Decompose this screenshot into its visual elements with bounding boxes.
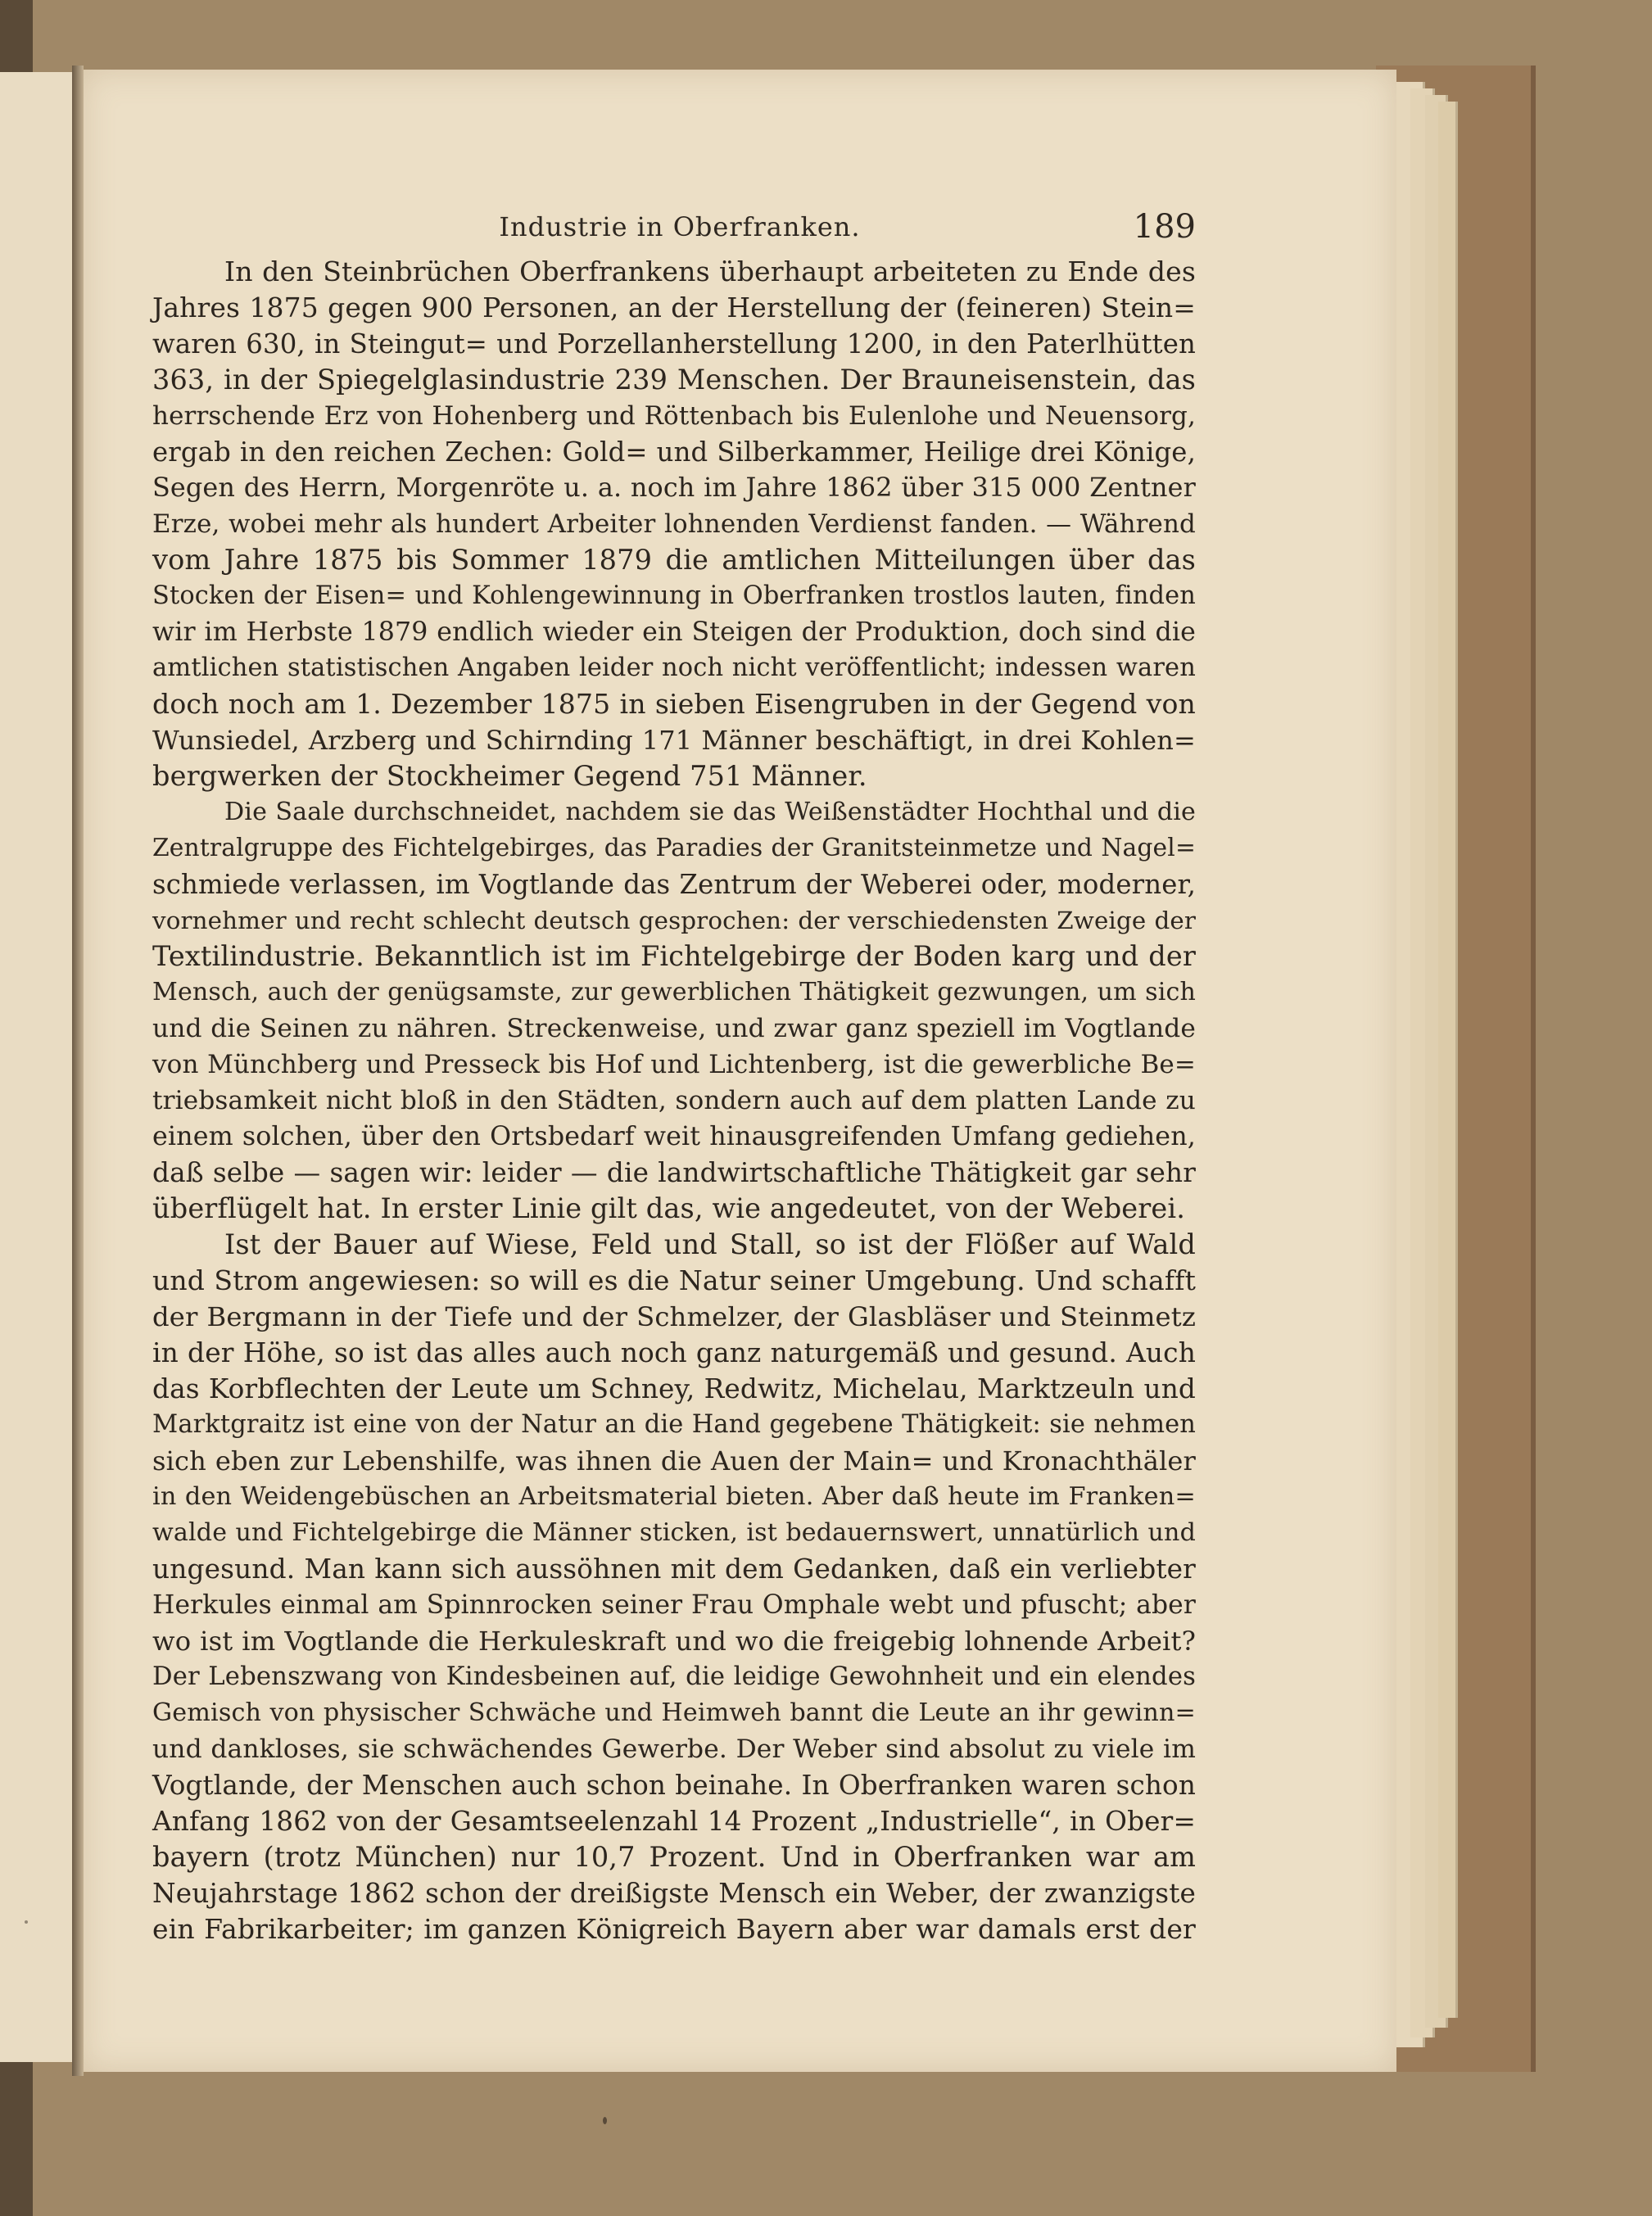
body-text <box>152 254 1196 1947</box>
text-line: Zentralgruppe des Fichtelgebirges, das Paradies der Granitsteinmetze und Nagel= <box>152 834 1196 862</box>
text-line: und Strom angewiesen: so will es die Natur seiner Umgebung. Und schafft <box>152 1264 1196 1296</box>
text-line: von Münchberg und Presseck bis Hof und Lichtenberg, ist die gewerbliche Be= <box>152 1050 1196 1079</box>
text-line: amtlichen statistischen Angaben leider noch nicht veröffentlicht; indessen waren <box>152 653 1196 682</box>
paragraph <box>152 1227 1196 1947</box>
text-line: wo ist im Vogtlande die Herkuleskraft und wo die freigebig lohnende Arbeit? <box>152 1626 1196 1657</box>
text-line: schmiede verlassen, im Vogtlande das Zentrum der Weberei oder, moderner, <box>152 869 1196 900</box>
text-line: Die Saale durchschneidet, nachdem sie das Weißenstädter Hochthal und die <box>224 798 1196 826</box>
page-gutter <box>72 66 84 2076</box>
text-line: und dankloses, sie schwächendes Gewerbe. Der Weber sind absolut zu viele im <box>152 1734 1196 1764</box>
text-line: walde und Fichtelgebirge die Männer sticken, ist bedauernswert, unnatürlich und <box>152 1518 1196 1547</box>
text-line: Gemisch von physischer Schwäche und Heimweh bannt die Leute an ihr gewinn= <box>152 1698 1196 1727</box>
text-line: 363, in der Spiegelglasindustrie 239 Menschen. Der Brauneisenstein, das <box>152 364 1196 396</box>
page-stack-layer <box>1438 102 1458 2018</box>
text-line: einem solchen, über den Ortsbedarf weit hinausgreifenden Umfang gediehen, <box>152 1122 1196 1151</box>
text-line: vornehmer und recht schlecht deutsch gesprochen: der verschiedensten Zweige der <box>152 907 1196 934</box>
text-line: Stocken der Eisen= und Kohlengewinnung in Oberfranken trostlos lauten, finden <box>152 581 1196 610</box>
text-line: Ist der Bauer auf Wiese, Feld und Stall, so ist der Flößer auf Wald <box>224 1228 1196 1260</box>
text-line: in der Höhe, so ist das alles auch noch ganz naturgemäß und gesund. Auch <box>152 1337 1196 1368</box>
text-line: Marktgraitz ist eine von der Natur an die Hand gegebene Thätigkeit: sie nehmen <box>152 1410 1196 1439</box>
text-line: ein Fabrikarbeiter; im ganzen Königreich Bayern aber war damals erst der <box>152 1913 1196 1945</box>
text-line: überflügelt hat. In erster Linie gilt das, wie angedeutet, von der Weberei. <box>152 1192 1186 1224</box>
dust-speck <box>25 1920 28 1924</box>
text-line: vom Jahre 1875 bis Sommer 1879 die amtlichen Mitteilungen über das <box>152 544 1196 576</box>
text-line: Mensch, auch der genügsamste, zur gewerblichen Thätigkeit gezwungen, um sich <box>152 978 1196 1006</box>
text-line: in den Weidengebüschen an Arbeitsmaterial bieten. Aber daß heute im Franken= <box>152 1482 1196 1511</box>
page-number: 189 <box>1133 208 1196 246</box>
running-title: Industrie in Oberfranken. <box>499 211 861 242</box>
text-line: Anfang 1862 von der Gesamtseelenzahl 14 Prozent „Industrielle“, in Ober= <box>152 1806 1196 1837</box>
text-line: bayern (trotz München) nur 10,7 Prozent. Und in Oberfranken war am <box>152 1841 1196 1873</box>
text-line: doch noch am 1. Dezember 1875 in sieben Eisengruben in der Gegend von <box>152 688 1196 720</box>
text-line: das Korbflechten der Leute um Schney, Redwitz, Michelau, Marktzeuln und <box>152 1373 1196 1404</box>
text-line: Segen des Herrn, Morgenröte u. a. noch im Jahre 1862 über 315 000 Zentner <box>152 473 1196 503</box>
text-line: Vogtlande, der Menschen auch schon beinahe. In Oberfranken waren schon <box>152 1770 1196 1801</box>
text-line: ergab in den reichen Zechen: Gold= und Silberkammer, Heilige drei Könige, <box>152 436 1196 468</box>
text-line: und die Seinen zu nähren. Streckenweise, und zwar ganz speziell im Vogtlande <box>152 1014 1196 1043</box>
text-line: wir im Herbste 1879 endlich wieder ein Steigen der Produktion, doch sind die <box>152 617 1196 647</box>
text-line: triebsamkeit nicht bloß in den Städten, sondern auch auf dem platten Lande zu <box>152 1086 1196 1115</box>
text-line: Erze, wobei mehr als hundert Arbeiter lohnenden Verdienst fanden. — Während <box>152 509 1196 539</box>
text-line: Textilindustrie. Bekanntlich ist im Fichtelgebirge der Boden karg und der <box>152 940 1196 972</box>
paragraph <box>152 794 1196 1227</box>
text-line: waren 630, in Steingut= und Porzellanherstellung 1200, in den Paterlhütten <box>152 328 1196 360</box>
text-line: Wunsiedel, Arzberg und Schirnding 171 Männer beschäftigt, in drei Kohlen= <box>152 725 1196 756</box>
text-line: daß selbe — sagen wir: leider — die landwirtschaftliche Thätigkeit gar sehr <box>152 1157 1196 1188</box>
text-line: Herkules einmal am Spinnrocken seiner Frau Omphale webt und pfuscht; aber <box>152 1590 1196 1620</box>
running-head <box>82 208 1278 246</box>
previous-page-edge <box>0 72 75 2062</box>
paragraph <box>152 254 1196 794</box>
text-line: herrschende Erz von Hohenberg und Röttenbach bis Eulenlohe und Neuensorg, <box>152 401 1196 431</box>
text-line: Der Lebenszwang von Kindesbeinen auf, die leidige Gewohnheit und ein elendes <box>152 1662 1196 1691</box>
text-line: Neujahrstage 1862 schon der dreißigste Mensch ein Weber, der zwanzigste <box>152 1878 1196 1909</box>
dust-speck <box>603 2117 607 2124</box>
text-line: ungesund. Man kann sich aussöhnen mit dem Gedanken, daß ein verliebter <box>152 1553 1196 1585</box>
text-line: sich eben zur Lebenshilfe, was ihnen die Auen der Main= und Kronachthäler <box>152 1445 1196 1477</box>
text-line: der Bergmann in der Tiefe und der Schmelzer, der Glasbläser und Steinmetz <box>152 1301 1196 1332</box>
text-line: bergwerken der Stockheimer Gegend 751 Männer. <box>152 760 867 792</box>
text-line: In den Steinbrüchen Oberfrankens überhaupt arbeiteten zu Ende des <box>224 256 1196 287</box>
text-line: Jahres 1875 gegen 900 Personen, an der Herstellung der (feineren) Stein= <box>152 292 1196 323</box>
